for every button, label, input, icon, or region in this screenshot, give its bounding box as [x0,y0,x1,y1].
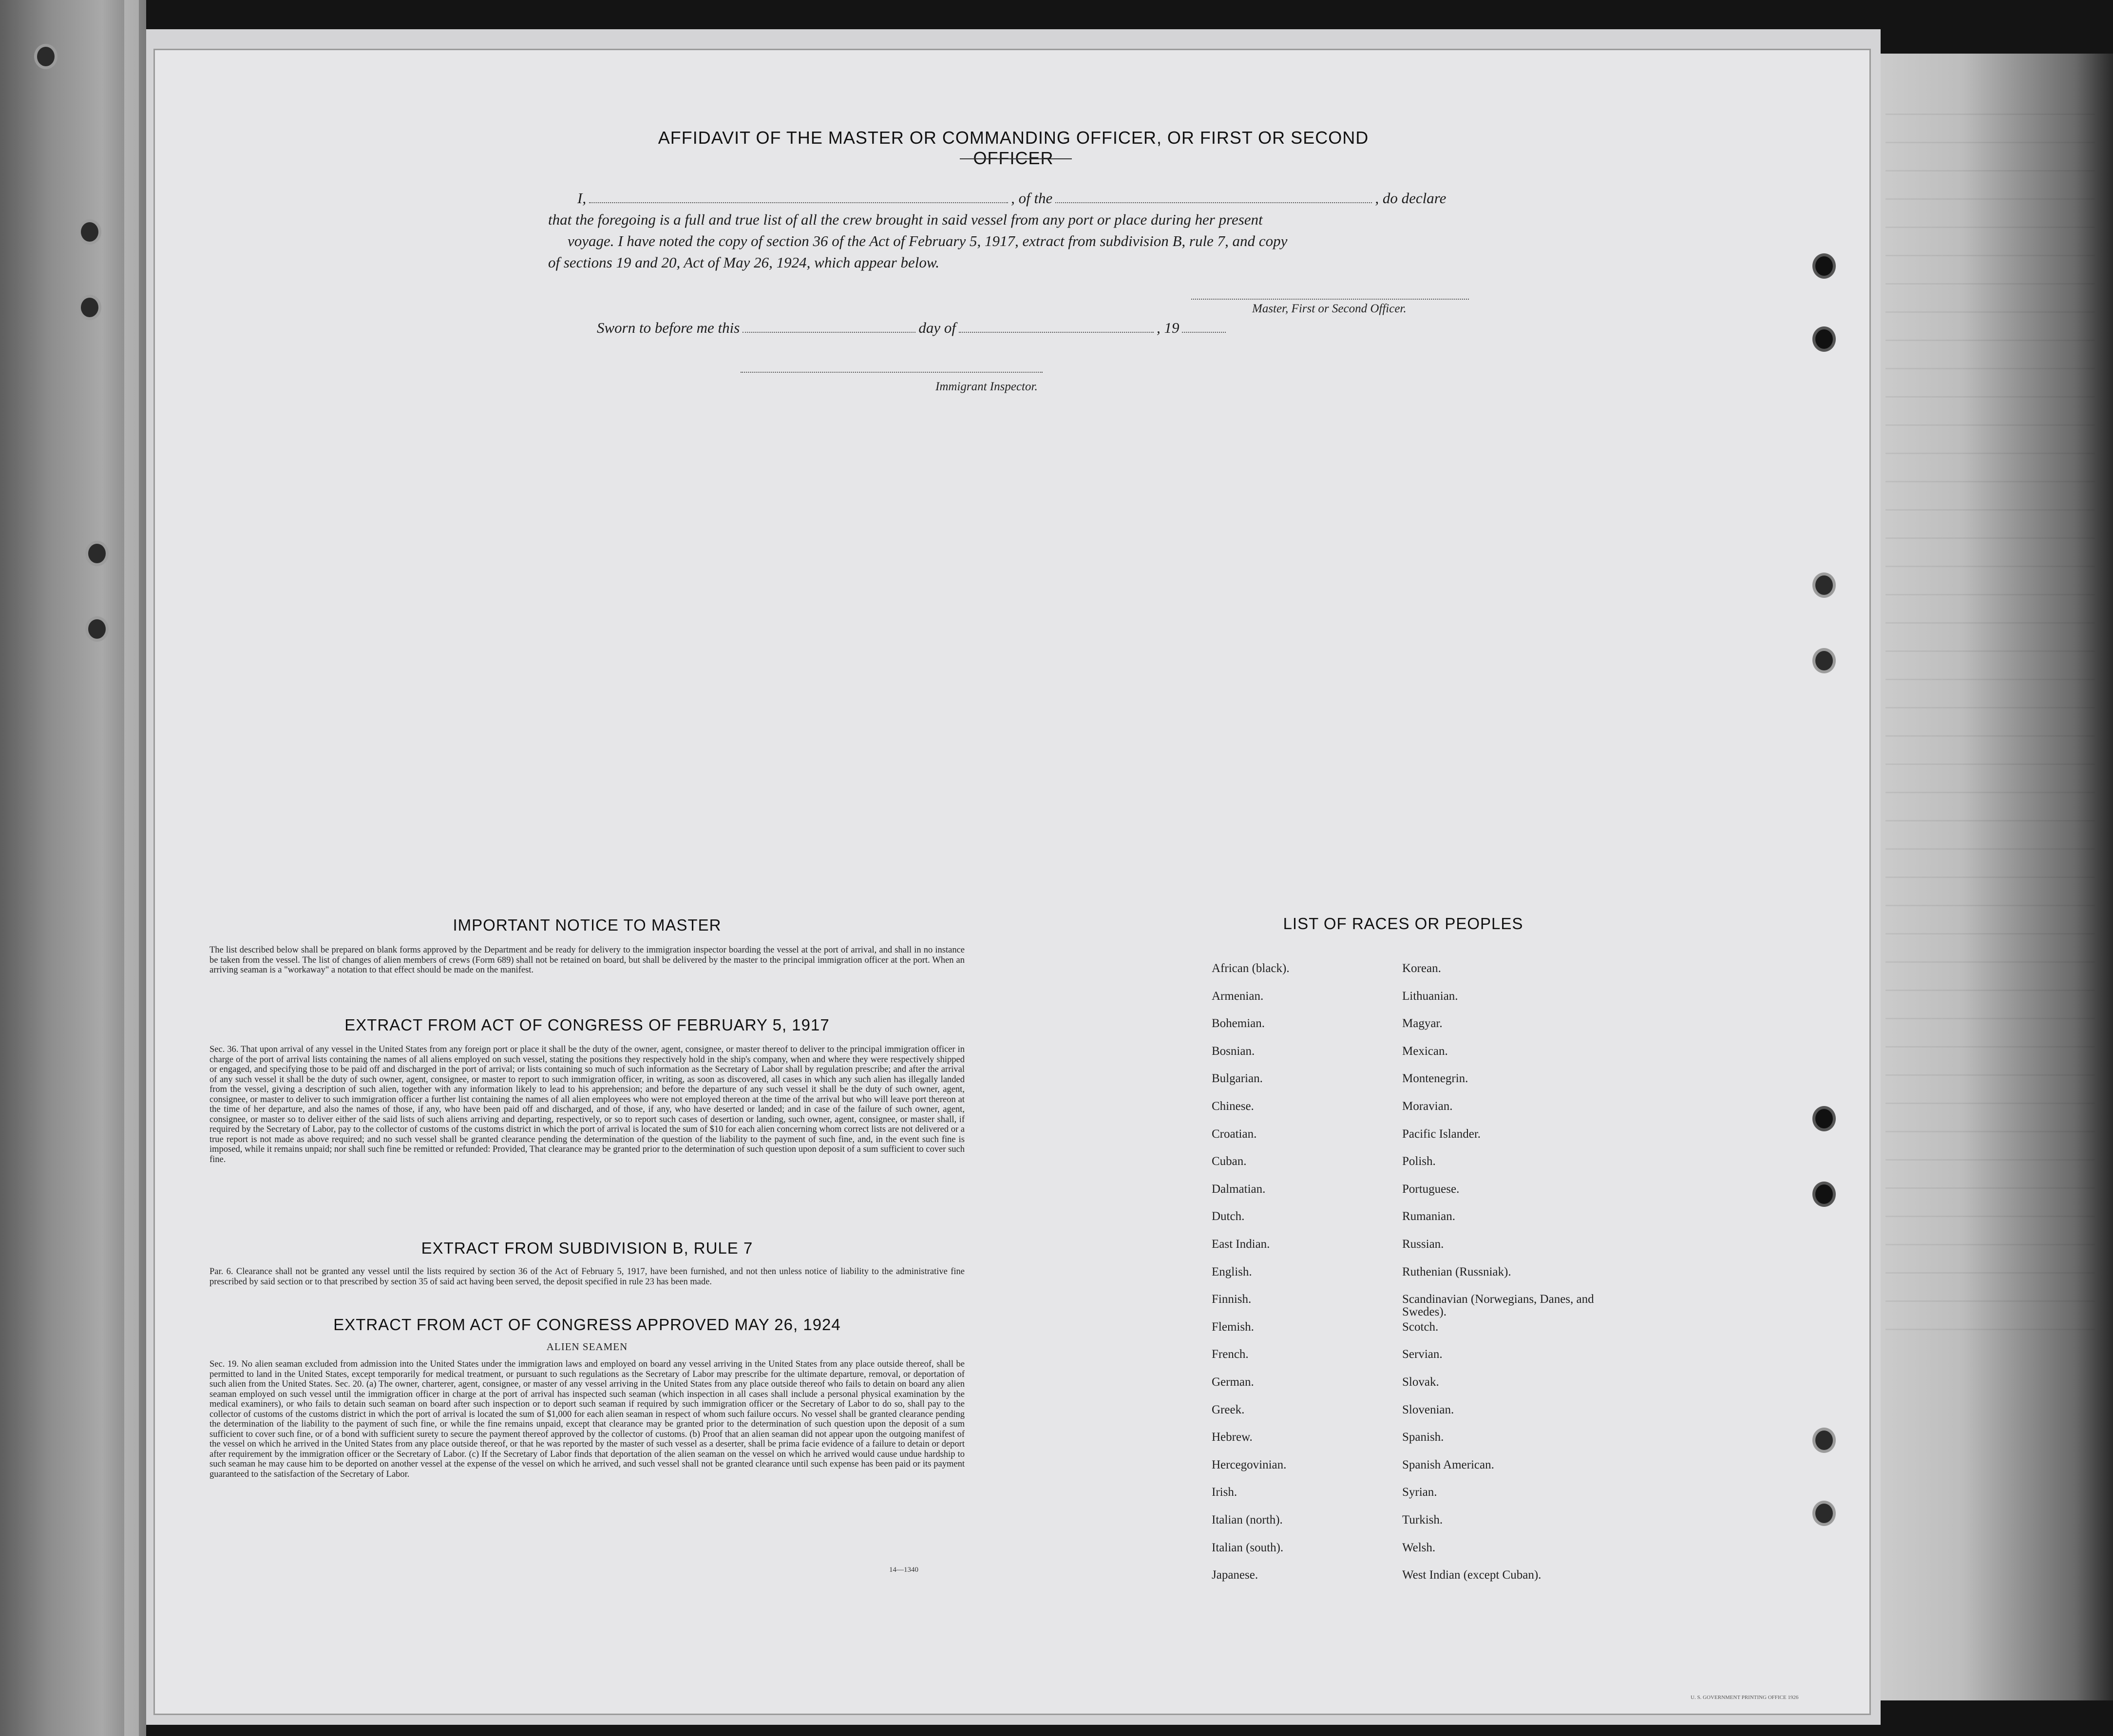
affidavit-do-declare: , do declare [1375,190,1447,207]
affidavit-line-4: of sections 19 and 20, Act of May 26, 1924, which appear below. [548,254,940,271]
inspector-signature-line[interactable] [741,372,1043,373]
binder-hole [85,616,109,642]
race-item: East Indian. [1212,1238,1270,1251]
race-item: Russian. [1402,1238,1444,1251]
binder-hole [78,219,101,245]
title-divider [960,158,1072,159]
race-item: African (black). [1212,962,1290,975]
inspector-signature-label: Immigrant Inspector. [935,380,1038,393]
binder-hole [1812,1501,1836,1526]
race-item: Armenian. [1212,989,1264,1003]
race-item: Flemish. [1212,1320,1254,1334]
extract-1917-body: Sec. 36. That upon arrival of any vessel in the United States from any foreign port or place it shall be the duty of the owner, agent, consignee, or master thereof to deliver to the principal immigration officer in charge of the port of arrival lists containing the names of all aliens employed on such vessel, stating the positions they respectively hold in the ship's company, when and where they were respectively shipped or engaged, and specifying those to be paid off and discharged in the port of arrival; or lists containing so much of such information as the Secretary of Labor shall by regulation prescribe; and after the arrival of any such vessel it shall be the duty of such owner, agent, consignee, or master to report to such immigration officer, in writing, as soon as discovered, all cases in which any such alien has illegally landed from the vessel, giving a description of such alien, together with any information likely to lead to his apprehension; and before the departure of any such vessel it shall be the duty of such owner, agent, consignee, or master to deliver to such immigration officer a further list containing the names of all alien employees who were not employed thereon at the time of the arrival but who will leave port thereon at the time of her departure, and also the names of those, if any, who have been paid off and discharged, and of those, if any, who have deserted or landed; and in case of the failure of such owner, agent, consignee, or master so to deliver either of the said lists of such aliens arriving and departing, respectively, or so to report such cases of desertion or landing, such owner, agent, consignee, or master shall, if required by the Secretary of Labor, pay to the collector of customs of the customs district in which the port of arrival is located the sum of $10 for each alien concerning whom correct lists are not delivered or a true report is not made as above required; and no such vessel shall be granted clearance pending the determination of the question of the liability to the payment of such fine, and, in the event such fine is imposed, while it remains unpaid; nor shall such fine be remitted or refunded: Provided, That clearance may be granted prior to the determination of such question upon deposit of a sum sufficient to cover such fine. [209,1045,965,1164]
race-item: Spanish. [1402,1431,1444,1444]
extract-1924-title: EXTRACT FROM ACT OF CONGRESS APPROVED MAY 26, 1924 [333,1316,841,1334]
binder-hole [1812,326,1836,352]
alien-seamen-subtitle: ALIEN SEAMEN [546,1341,628,1353]
sworn-month-field[interactable] [959,332,1154,333]
race-item: Dalmatian. [1212,1182,1266,1196]
sworn-year-field[interactable] [1182,332,1226,333]
race-item: Mexican. [1402,1044,1448,1058]
vessel-field[interactable] [1055,202,1372,203]
race-item: Servian. [1402,1348,1443,1361]
notice-body: The list described below shall be prepared on blank forms approved by the Department and be ready for delivery to the immigration inspector boarding the vessel at the port of arrival, and shall in no instance be taken from the vessel. The list of changes of alien members of crews (Form 689) shall not be retained on board, but shall be delivered by the master to the principal immigration officer at the port. When an arriving seaman is a "workaway" a notation to that effect should be made on the manifest. [209,945,965,975]
binder-hole [78,295,101,320]
affidavit-of-the: , of the [1011,190,1053,207]
binder-hole [1812,648,1836,673]
race-item: Scotch. [1402,1320,1439,1334]
race-item: French. [1212,1348,1249,1361]
race-item: Hercegovinian. [1212,1458,1287,1471]
extract-rule7-title: EXTRACT FROM SUBDIVISION B, RULE 7 [421,1239,753,1257]
sworn-statement [597,319,1328,337]
binder-hole [34,44,57,69]
extract-1924-body: Sec. 19. No alien seaman excluded from admission into the United States under the immigration laws and employed on board any vessel arriving in the United States from any place outside thereof, shall be permitted to land in the United States, except temporarily for medical treatment, or pursuant to such regulations as the Secretary of Labor may prescribe for the ultimate departure, removal, or deportation of such alien from the United States. Sec. 20. (a) The owner, charterer, agent, consignee, or master of any vessel arriving in the United States from any place outside thereof who fails to detain on board any alien seaman employed on such vessel until the immigration officer in charge at the port of arrival has inspected such seaman (which inspection in all cases shall include a personal physical examination by the medical examiners), or who fails to detain such seaman on board after such inspection or to deport such seaman if required by such immigration officer or the Secretary of Labor to do so, shall pay to the collector of customs of the customs district in which the port of arrival is located the sum of $1,000 for each alien seaman in respect of whom such failure occurs. No vessel shall be granted clearance pending the determination of the liability to the payment of such fine, or while the fine remains unpaid, except that clearance may be granted prior to the determination of such question upon the deposit of a sum sufficient to cover such fine, or of a bond with sufficient surety to secure the payment thereof approved by the collector of customs. (b) Proof that an alien seaman did not appear upon the outgoing manifest of the vessel on which he arrived in the United States from any place outside thereof, or that he was reported by the master of such vessel as a deserter, shall be prima facie evidence of a failure to detain or deport after requirement by the immigration officer or the Secretary of Labor. (c) If the Secretary of Labor finds that deportation of the alien seaman on the vessel on which he arrived would cause undue hardship to such seaman he may cause him to be deported on another vessel at the expense of the vessel on which he arrived, and such vessel shall not be granted clearance until such expense has been paid or its payment guaranteed to the satisfaction of the Secretary of Labor. [209,1359,965,1479]
printing-office-line: U. S. GOVERNMENT PRINTING OFFICE 1926 [1691,1695,1799,1700]
name-field[interactable] [589,202,1008,203]
races-list-title: LIST OF RACES OR PEOPLES [1283,915,1523,933]
race-item: Dutch. [1212,1210,1245,1223]
race-item: West Indian (except Cuban). [1402,1568,1542,1582]
affidavit-title: AFFIDAVIT OF THE MASTER OR COMMANDING OFFICER, OR FIRST OR SECOND OFFICER [658,128,1369,168]
race-item: Welsh. [1402,1541,1436,1554]
binder-hole [85,541,109,566]
extract-1917-title: EXTRACT FROM ACT OF CONGRESS OF FEBRUARY 5, 1917 [344,1016,830,1034]
master-signature-line[interactable] [1191,299,1469,300]
extract-rule7-body: Par. 6. Clearance shall not be granted any vessel until the lists required by section 36 of the Act of February 5, 1917, have been furnished, and not then unless notice of liability to the administrative fine prescribed by said section or to that prescribed by section 35 of said act having been served, the deposit specified in rule 23 has been made. [209,1267,965,1287]
background-ruled-lines [1885,112,2095,1330]
race-item: Chinese. [1212,1100,1254,1113]
race-item: Greek. [1212,1403,1245,1416]
race-item: English. [1212,1265,1252,1278]
race-item: Moravian. [1402,1100,1453,1113]
race-item: Cuban. [1212,1155,1247,1168]
sworn-year-prefix: , 19 [1156,319,1180,336]
race-item: Slovenian. [1402,1403,1454,1416]
affidavit-i-label: I, [577,190,587,207]
race-item: Irish. [1212,1486,1237,1499]
race-item: Hebrew. [1212,1431,1253,1444]
sworn-prefix: Sworn to before me this [597,319,740,336]
affidavit-line-2: that the foregoing is a full and true list of all the crew brought in said vessel from any port or place during her present [548,211,1263,228]
race-item: Turkish. [1402,1513,1443,1526]
affidavit-line-3: voyage. I have noted the copy of section 36 of the Act of February 5, 1917, extract from subdivision B, rule 7, and copy [568,232,1288,249]
race-item: Slovak. [1402,1375,1439,1389]
binder-hole [1812,572,1836,598]
sworn-day-of: day of [918,319,956,336]
notice-title: IMPORTANT NOTICE TO MASTER [453,916,722,934]
affidavit-line-1 [548,188,1503,209]
binder-hole [1812,253,1836,279]
race-item: Japanese. [1212,1568,1258,1582]
binder-hole [1812,1428,1836,1453]
race-item: Spanish American. [1402,1458,1494,1471]
race-item: Pacific Islander. [1402,1127,1481,1141]
binder-hole [1812,1106,1836,1131]
master-signature-label: Master, First or Second Officer. [1252,302,1407,315]
race-item: Italian (south). [1212,1541,1284,1554]
race-item: Magyar. [1402,1017,1443,1030]
affidavit-declaration [548,188,1503,273]
race-item: Italian (north). [1212,1513,1283,1526]
race-item: Croatian. [1212,1127,1257,1141]
race-item: Syrian. [1402,1486,1437,1499]
race-item: Rumanian. [1402,1210,1456,1223]
race-item: Ruthenian (Russniak). [1402,1265,1511,1278]
race-item: Finnish. [1212,1293,1252,1306]
race-item: Korean. [1402,962,1441,975]
race-item: Montenegrin. [1402,1072,1468,1086]
race-item: Lithuanian. [1402,989,1458,1003]
race-item: Polish. [1402,1155,1436,1168]
race-item: Portuguese. [1402,1182,1460,1196]
race-item: Bulgarian. [1212,1072,1263,1086]
background-sheet-edge [124,0,139,1736]
race-item: Scandinavian (Norwegians, Danes, and Swedes). [1402,1293,1594,1319]
race-item: Bohemian. [1212,1017,1265,1030]
form-number: 14—1340 [889,1566,918,1574]
race-item: Bosnian. [1212,1044,1255,1058]
sworn-day-field[interactable] [742,332,915,333]
binder-hole [1812,1182,1836,1207]
race-item: German. [1212,1375,1254,1389]
